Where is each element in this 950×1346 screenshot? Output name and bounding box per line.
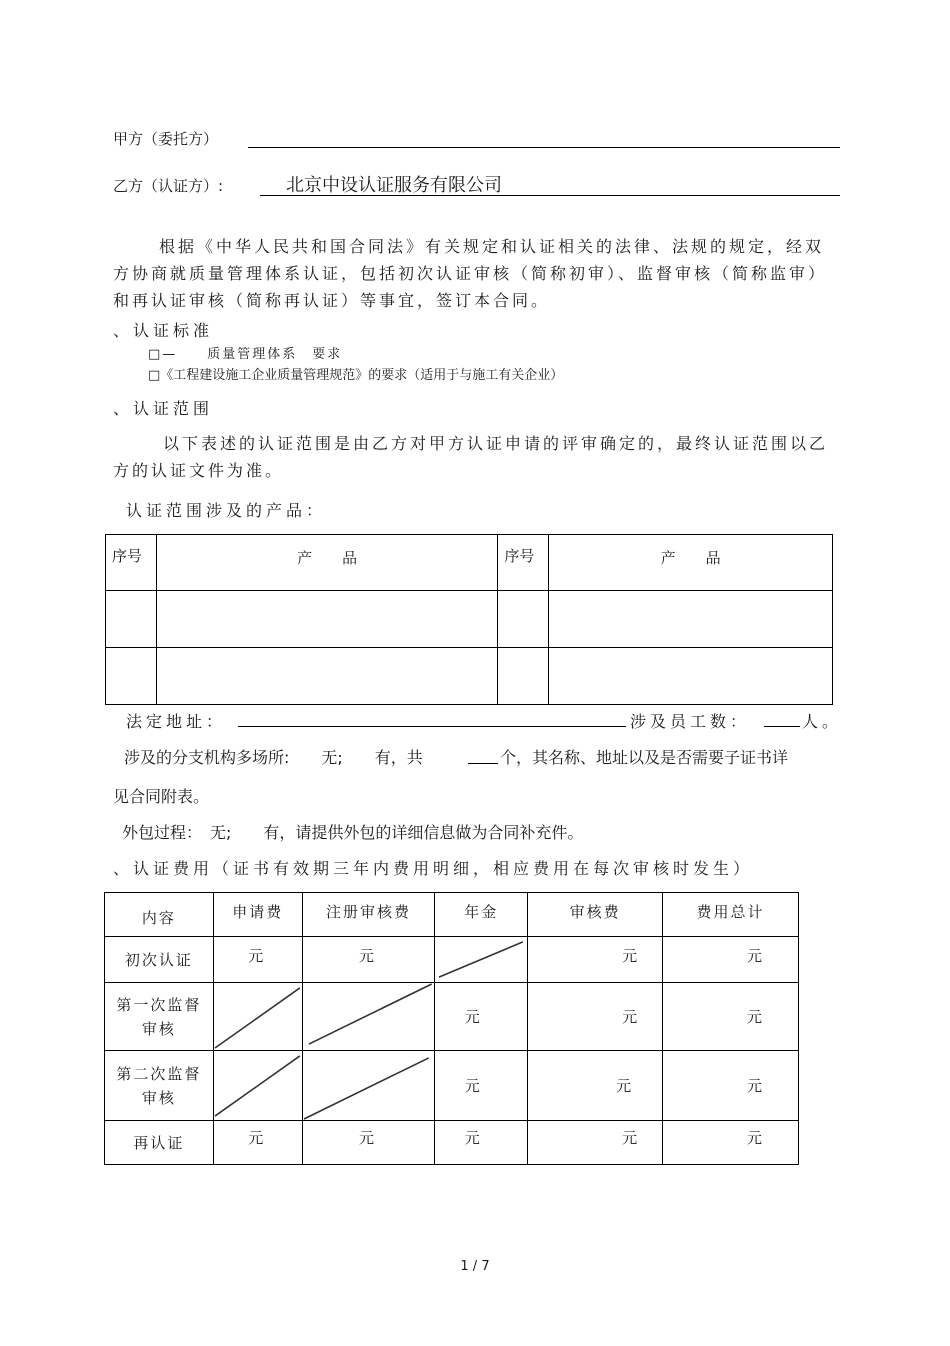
party-b-name: 北京中设认证服务有限公司 [286,175,502,196]
fee-cell-na [302,1051,435,1121]
section-certification-scope-heading: 、认证范围 [113,399,214,418]
product-cell[interactable] [156,648,497,705]
party-a-field[interactable] [248,147,840,148]
product-cell[interactable] [498,591,549,648]
fee-row-label: 再认证 [105,1121,214,1165]
party-b-label: 乙方（认证方）: [113,177,224,195]
table-row [105,937,799,983]
section-certification-fee-heading: 、认证费用（证书有效期三年内费用明细，相应费用在每次审核时发生） [113,859,754,878]
table-row [106,591,833,648]
employees-label: 涉及员工数： [630,712,751,731]
table-row [106,648,833,705]
employees-unit: 人。 [802,712,843,731]
branch-line-tail: 个，其名称、地址以及是否需要子证书详 [500,748,789,767]
fee-header-audit: 审核费 [528,893,663,937]
address-field[interactable] [238,726,626,727]
standard-option-construction[interactable]: □《工程建设施工企业质量管理规范》的要求（适用于与施工有关企业） [148,368,564,383]
fee-cell-na [302,983,435,1051]
fee-cell-na [213,1051,302,1121]
product-table-header-row [106,535,833,591]
fee-header-row [105,893,799,937]
fee-cell[interactable]: 元 [213,937,302,983]
branch-line-2: 见合同附表。 [113,787,210,806]
branch-line: 涉及的分支机构多场所: 无; 有，共 [124,748,423,767]
intro-paragraph: 根据《中华人民共和国合同法》有关规定和认证相关的法律、法规的规定，经双方协商就质量管理体系认证，包括初次认证审核（简称初审）、监督审核（简称监审）和再认证审核（简称再认证）等事宜，签订本合同。 [113,237,828,310]
fee-header-application: 申请费 [213,893,302,937]
product-header-seq-2: 序号 [498,535,549,591]
diagonal-slash-icon [303,1051,435,1120]
party-b-underline [260,195,840,196]
fee-cell[interactable]: 元 [435,1121,528,1165]
fee-cell[interactable]: 元 [663,1121,799,1165]
product-header-seq-1: 序号 [106,535,157,591]
fee-row-label: 初次认证 [105,937,214,983]
fee-header-registration-audit: 注册审核费 [302,893,435,937]
fee-cell[interactable]: 元 [302,937,435,983]
fee-cell[interactable]: 元 [663,1051,799,1121]
fee-cell[interactable]: 元 [528,1051,663,1121]
page-number: 1 / 7 [460,1259,490,1274]
diagonal-slash-icon [435,937,527,982]
diagonal-slash-icon [214,1051,302,1120]
fee-cell[interactable]: 元 [528,1121,663,1165]
standard-option-qms[interactable]: □— 质量管理体系 要求 [148,347,343,362]
product-header-product-1: 产 品 [156,535,497,591]
diagonal-slash-icon [303,983,435,1050]
product-cell[interactable] [106,591,157,648]
section-certification-standard-heading: 、认证标准 [113,321,214,340]
fee-cell[interactable]: 元 [435,983,528,1051]
fee-cell[interactable]: 元 [528,983,663,1051]
employees-field[interactable] [764,726,800,727]
product-cell[interactable] [549,648,833,705]
fee-cell[interactable]: 元 [663,983,799,1051]
party-a-label: 甲方（委托方） [113,130,219,148]
product-cell[interactable] [498,648,549,705]
outsourcing-line: 外包过程： 无; 有，请提供外包的详细信息做为合同补充件。 [122,823,584,842]
fee-cell[interactable]: 元 [302,1121,435,1165]
fee-table [104,892,799,1165]
product-table [105,534,833,705]
fee-cell[interactable]: 元 [435,1051,528,1121]
fee-row-label: 第二次监督审核 [105,1051,214,1121]
products-label: 认证范围涉及的产品： [126,501,327,520]
fee-cell-na [435,937,528,983]
diagonal-slash-icon [214,983,302,1050]
fee-cell-na [213,983,302,1051]
fee-cell[interactable]: 元 [663,937,799,983]
fee-header-content: 内容 [105,893,214,937]
address-label: 法定地址： [126,712,227,731]
table-row [105,1121,799,1165]
table-row [105,1051,799,1121]
table-row [105,983,799,1051]
product-cell[interactable] [156,591,497,648]
product-cell[interactable] [549,591,833,648]
fee-cell[interactable]: 元 [528,937,663,983]
product-header-product-2: 产 品 [549,535,833,591]
product-cell[interactable] [106,648,157,705]
branch-count-field[interactable] [468,763,498,764]
scope-paragraph: 以下表述的认证范围是由乙方对甲方认证申请的评审确定的，最终认证范围以乙方的认证文件为准。 [113,434,829,480]
fee-header-annual: 年金 [435,893,528,937]
fee-header-total: 费用总计 [663,893,799,937]
fee-row-label: 第一次监督审核 [105,983,214,1051]
fee-cell[interactable]: 元 [213,1121,302,1165]
